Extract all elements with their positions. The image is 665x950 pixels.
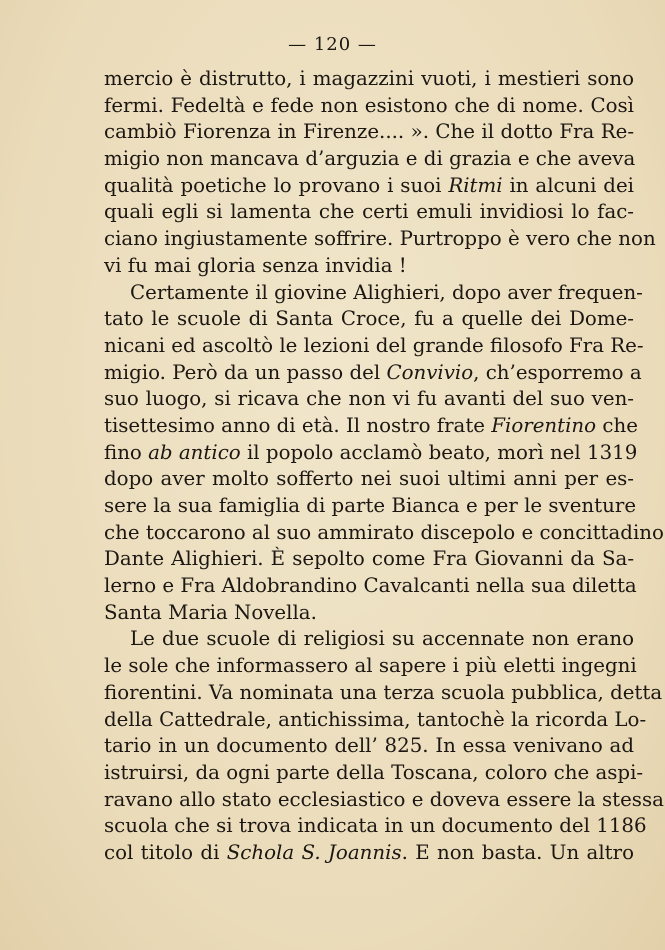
italic-title: Convivio	[386, 360, 474, 384]
text-line: sere la sua famiglia di parte Bianca e per le sventure	[104, 494, 637, 517]
text-line: cambiò Fiorenza in Firenze.... ». Che il dotto Fra Re-	[104, 120, 634, 144]
text-line: istruirsi, da ogni parte della Toscana, coloro che aspi-	[104, 760, 644, 784]
text-line: nicani ed ascoltò le lezioni del grande filosofo Fra Re-	[104, 333, 644, 357]
text-line: fino ab antico il popolo acclamò beato, morì nel 1319	[104, 440, 638, 464]
page-number: — 120 —	[288, 34, 377, 55]
text-line: migio. Però da un passo del Convivio, ch’esporremo a	[104, 360, 642, 384]
text-line: dopo aver molto sofferto nei suoi ultimi anni per es-	[104, 467, 634, 491]
text-line: che toccarono al suo ammirato discepolo e concittadino	[104, 520, 664, 544]
italic-title: Ritmi	[448, 173, 503, 197]
text-line: col titolo di Schola S. Joannis. E non basta. Un altro	[104, 840, 634, 864]
text-line: lerno e Fra Aldobrandino Cavalcanti nella sua diletta	[104, 574, 637, 598]
text-line: le sole che informassero al sapere i più eletti ingegni	[104, 654, 637, 678]
text-line: Dante Alighieri. È sepolto come Fra Giovanni da Sa-	[104, 547, 634, 571]
text-line: suo luogo, si ricava che non vi fu avanti del suo ven-	[104, 387, 634, 411]
text-line: tario in un documento dell’ 825. In essa venivano ad	[104, 734, 634, 758]
italic-title: Schola S. Joannis	[226, 840, 402, 864]
body-text	[104, 66, 664, 867]
text-line: ciano ingiustamente soffrire. Purtroppo è vero che non	[104, 227, 656, 251]
italic-term: ab antico	[148, 440, 241, 464]
text-line: migio non mancava d’arguzia e di grazia e che aveva	[104, 147, 636, 171]
text-line: scuola che si trova indicata in un documento del 1186	[104, 814, 647, 838]
text-line: mercio è distrutto, i magazzini vuoti, i mestieri sono	[104, 67, 634, 90]
text-line: vi fu mai gloria senza invidia !	[104, 253, 407, 277]
text-line: quali egli si lamenta che certi emuli invidiosi lo fac-	[104, 200, 634, 224]
text-line: Santa Maria Novella.	[104, 600, 317, 624]
text-line: fermi. Fedeltà e fede non esistono che di nome. Così	[104, 93, 634, 117]
text-line: tisettesimo anno di età. Il nostro frate Fiorentino che	[104, 413, 638, 437]
paragraph-start-line: Certamente il giovine Alighieri, dopo aver frequen-	[130, 280, 643, 304]
text-line: qualità poetiche lo provano i suoi Ritmi in alcuni dei	[104, 173, 634, 197]
paragraph-start-line: Le due scuole di religiosi su accennate non erano	[130, 627, 634, 651]
text-line: fiorentini. Va nominata una terza scuola pubblica, detta	[104, 680, 663, 704]
text-line: tato le scuole di Santa Croce, fu a quelle dei Dome-	[104, 307, 634, 331]
text-line: della Cattedrale, antichissima, tantochè la ricorda Lo-	[104, 707, 647, 731]
italic-term: Fiorentino	[491, 413, 597, 437]
text-line: ravano allo stato ecclesiastico e doveva essere la stessa	[104, 787, 664, 811]
